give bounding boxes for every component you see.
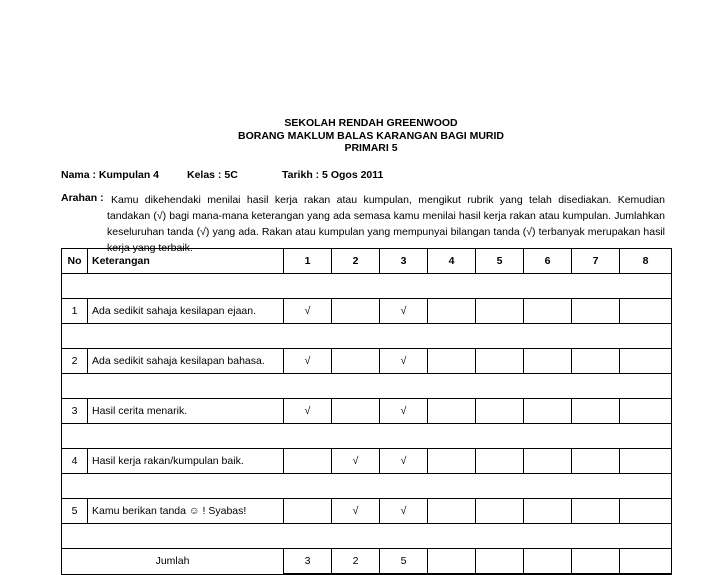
mark-cell [428, 349, 476, 374]
row-desc: Ada sedikit sahaja kesilapan bahasa. [88, 349, 284, 374]
header-keterangan: Keterangan [88, 249, 284, 274]
total-cell [428, 549, 476, 575]
mark-cell [284, 449, 332, 474]
header-col-7: 7 [572, 249, 620, 274]
mark-cell [476, 299, 524, 324]
total-row [62, 549, 672, 575]
mark-cell [620, 299, 672, 324]
mark-cell: √ [284, 399, 332, 424]
total-label: Jumlah [62, 549, 284, 575]
mark-cell: √ [380, 449, 428, 474]
mark-cell [572, 399, 620, 424]
total-cell: 2 [332, 549, 380, 575]
header-col-8: 8 [620, 249, 672, 274]
mark-cell [524, 499, 572, 524]
total-cell [524, 549, 572, 575]
row-no: 2 [62, 349, 88, 374]
mark-cell [524, 449, 572, 474]
row-desc: Ada sedikit sahaja kesilapan ejaan. [88, 299, 284, 324]
mark-cell: √ [332, 499, 380, 524]
header-col-4: 4 [428, 249, 476, 274]
mark-cell: √ [332, 449, 380, 474]
tarikh-field: Tarikh : 5 Ogos 2011 [282, 169, 384, 181]
mark-cell: √ [284, 299, 332, 324]
mark-cell [332, 399, 380, 424]
table-row [62, 399, 672, 424]
mark-cell: √ [380, 399, 428, 424]
rubric-table [61, 248, 672, 575]
header-no: No [62, 249, 88, 274]
row-desc: Hasil cerita menarik. [88, 399, 284, 424]
school-name: SEKOLAH RENDAH GREENWOOD [284, 117, 458, 129]
arahan-text: Kamu dikehendaki menilai hasil kerja rakan atau kumpulan, mengikut rubrik yang telah disediakan. Kemudian tandakan (√) bagi mana-mana keterangan yang ada semasa kamu menilai hasil kerja rakan atau kumpulan. Jumlahkan keseluruhan tanda (√) yang ada. Rakan atau kumpulan yang mempunyai bilangan tanda (√) terbanyak merupakan hasil kerja yang terbaik. [107, 194, 665, 254]
table-row [62, 449, 672, 474]
mark-cell: √ [380, 349, 428, 374]
mark-cell [620, 349, 672, 374]
header-col-2: 2 [332, 249, 380, 274]
header-col-6: 6 [524, 249, 572, 274]
mark-cell [620, 449, 672, 474]
mark-cell [284, 499, 332, 524]
header-col-3: 3 [380, 249, 428, 274]
header-col-1: 1 [284, 249, 332, 274]
total-cell [572, 549, 620, 575]
total-cell [620, 549, 672, 575]
row-no: 1 [62, 299, 88, 324]
row-desc: Hasil kerja rakan/kumpulan baik. [88, 449, 284, 474]
total-cell: 3 [284, 549, 332, 575]
mark-cell [524, 299, 572, 324]
mark-cell [572, 499, 620, 524]
table-header-row [62, 249, 672, 274]
mark-cell: √ [380, 299, 428, 324]
header-col-5: 5 [476, 249, 524, 274]
form-title: BORANG MAKLUM BALAS KARANGAN BAGI MURID [238, 130, 504, 142]
kelas-field: Kelas : 5C [187, 169, 238, 181]
mark-cell [332, 349, 380, 374]
mark-cell [620, 399, 672, 424]
mark-cell [428, 299, 476, 324]
mark-cell [572, 449, 620, 474]
row-no: 4 [62, 449, 88, 474]
mark-cell [524, 349, 572, 374]
form-level: PRIMARI 5 [344, 142, 398, 154]
mark-cell [476, 449, 524, 474]
mark-cell [572, 349, 620, 374]
mark-cell [428, 449, 476, 474]
arahan-label: Arahan : [61, 192, 104, 204]
row-desc: Kamu berikan tanda ☺ ! Syabas! [88, 499, 284, 524]
mark-cell [620, 499, 672, 524]
mark-cell [476, 399, 524, 424]
mark-cell [476, 349, 524, 374]
mark-cell [476, 499, 524, 524]
row-no: 3 [62, 399, 88, 424]
nama-field: Nama : Kumpulan 4 [61, 169, 160, 181]
table-row [62, 349, 672, 374]
mark-cell: √ [284, 349, 332, 374]
mark-cell [572, 299, 620, 324]
mark-cell [428, 499, 476, 524]
row-no: 5 [62, 499, 88, 524]
mark-cell [524, 399, 572, 424]
mark-cell [428, 399, 476, 424]
mark-cell [332, 299, 380, 324]
table-row [62, 499, 672, 524]
total-cell: 5 [380, 549, 428, 575]
table-row [62, 299, 672, 324]
mark-cell: √ [380, 499, 428, 524]
total-cell [476, 549, 524, 575]
